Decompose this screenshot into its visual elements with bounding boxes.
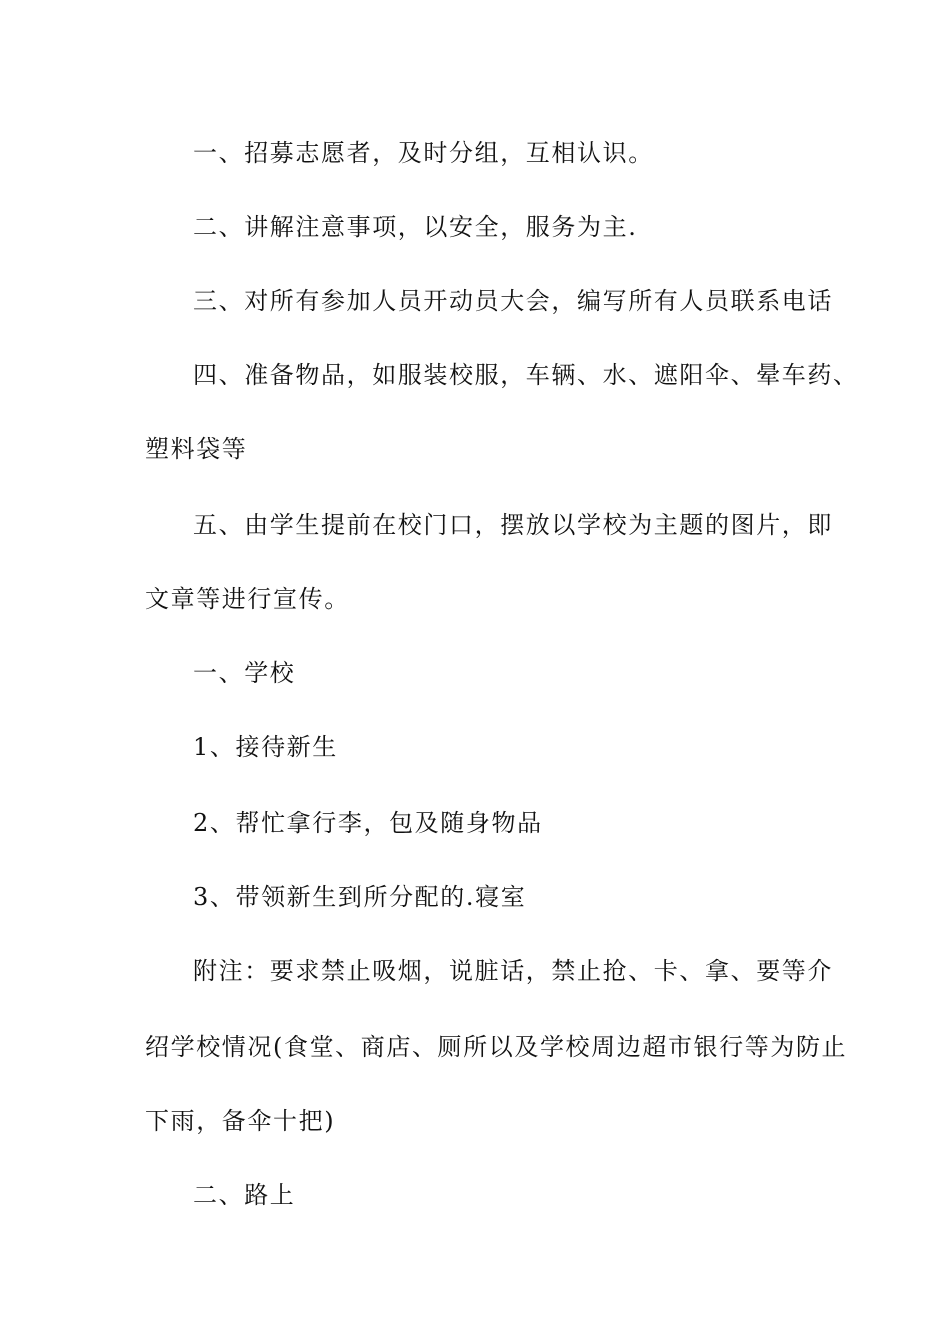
paragraph-line: 塑料袋等 [145, 435, 248, 463]
paragraph-line: 三、对所有参加人员开动员大会，编写所有人员联系电话 [193, 287, 833, 315]
paragraph-line: 附注：要求禁止吸烟，说脏话，禁止抢、卡、拿、要等介 [193, 957, 833, 985]
paragraph-line: 四、准备物品，如服装校服，车辆、水、遮阳伞、晕车药、 [193, 361, 859, 389]
paragraph-line: 一、招募志愿者，及时分组，互相认识。 [193, 139, 654, 167]
section-heading: 一、学校 [193, 659, 296, 687]
paragraph-line: 下雨，备伞十把) [145, 1107, 336, 1135]
paragraph-line: 二、讲解注意事项，以安全，服务为主. [193, 213, 638, 241]
list-item: 2、帮忙拿行李，包及随身物品 [193, 809, 543, 837]
paragraph-line: 绍学校情况(食堂、商店、厕所以及学校周边超市银行等为防止 [145, 1033, 848, 1061]
paragraph-line: 五、由学生提前在校门口，摆放以学校为主题的图片，即 [193, 511, 833, 539]
paragraph-line: 文章等进行宣传。 [145, 585, 350, 613]
list-item: 1、接待新生 [193, 733, 338, 761]
list-item: 3、带领新生到所分配的.寝室 [193, 883, 527, 911]
section-heading: 二、路上 [193, 1181, 296, 1209]
